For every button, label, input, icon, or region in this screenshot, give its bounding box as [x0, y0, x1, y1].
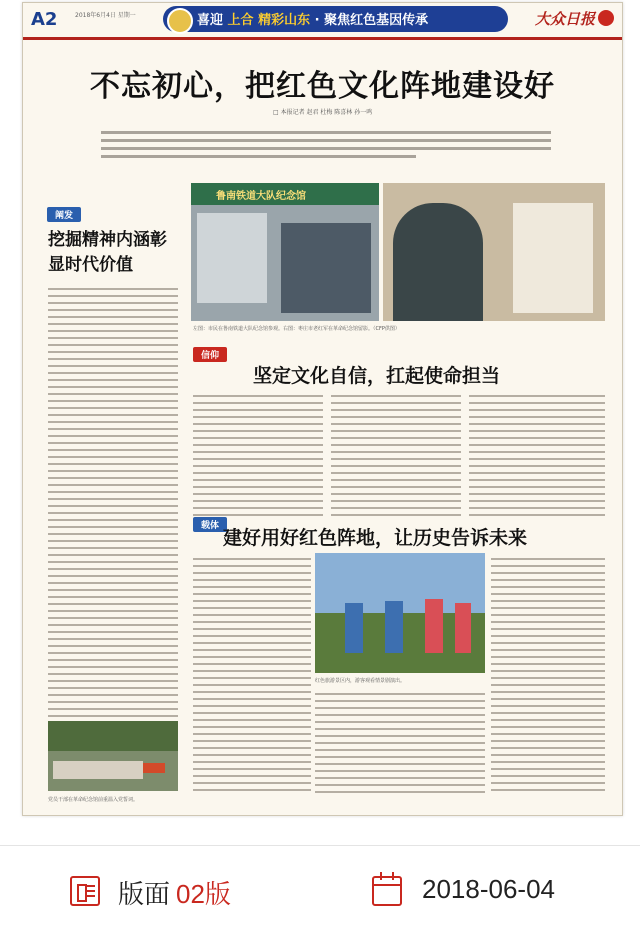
section2-col1: [193, 395, 323, 521]
banner-text: [197, 9, 428, 28]
masthead-meta: 2018年6月4日 星期一: [75, 12, 136, 19]
section1-tag-wrap: [47, 203, 81, 222]
headline: 不忘初心，把红色文化阵地建设好: [90, 69, 555, 104]
banner-main: 上合: [227, 13, 254, 28]
photo1-sign: 鲁南铁道大队纪念馆: [216, 191, 306, 202]
layout-value: 02版: [176, 879, 231, 909]
newspaper-page: [22, 2, 623, 816]
intro-paragraph: [101, 131, 551, 175]
newspaper-logo: 大众日报: [535, 10, 596, 28]
section1-tag: 阐发: [47, 207, 81, 222]
photo3-caption: 红色旅游景区内，游客观看情景剧演出。: [315, 678, 406, 684]
date-value: 2018-06-04: [422, 874, 555, 904]
photo-caption: 左图：市民在鲁南铁道大队纪念馆参观。右图：枣庄市老红军在革命纪念馆留影。（CFP供图）: [193, 326, 400, 332]
section3-col3: [491, 558, 605, 796]
layout-icon: [70, 876, 100, 906]
layout-button[interactable]: [70, 872, 260, 912]
section2-title: 坚定文化自信，扛起使命担当: [253, 365, 501, 387]
banner-suffix: · 聚焦红色基因传承: [314, 13, 429, 28]
section2-tag: 信仰: [193, 347, 227, 362]
layout-label: 版面: [118, 879, 171, 909]
photo-performance: [315, 553, 485, 673]
photo-museum: [191, 183, 379, 321]
section3-col2: [315, 693, 485, 798]
section2-tag-wrap: [193, 343, 227, 362]
byline: □ 本报记者 赵君 杜梅 陈喜林 孙一鸣: [273, 109, 373, 116]
banner-prefix: 喜迎: [197, 13, 224, 28]
section3-tag-wrap: [193, 513, 227, 532]
photo-ceremony: [48, 721, 178, 791]
section2-col2: [331, 395, 461, 521]
section3-col1: [193, 558, 311, 796]
date-button[interactable]: [372, 872, 602, 912]
photo-veteran: [383, 183, 605, 321]
sco-emblem-icon: [167, 8, 193, 34]
left-column-text: [48, 288, 178, 736]
section3-tag: 载体: [193, 517, 227, 532]
section3-title: 建好用好红色阵地，让历史告诉未来: [223, 527, 528, 549]
photo4-caption: 党员干部在革命纪念馆前重温入党誓词。: [48, 797, 139, 803]
page-label: A2: [31, 9, 58, 30]
section2-col3: [469, 395, 605, 521]
calendar-icon: [372, 876, 402, 906]
banner-mid: 精彩山东: [258, 13, 311, 28]
section1-title: 挖掘精神内涵彰显时代价值: [48, 230, 167, 275]
logo-mark-icon: [598, 10, 614, 26]
